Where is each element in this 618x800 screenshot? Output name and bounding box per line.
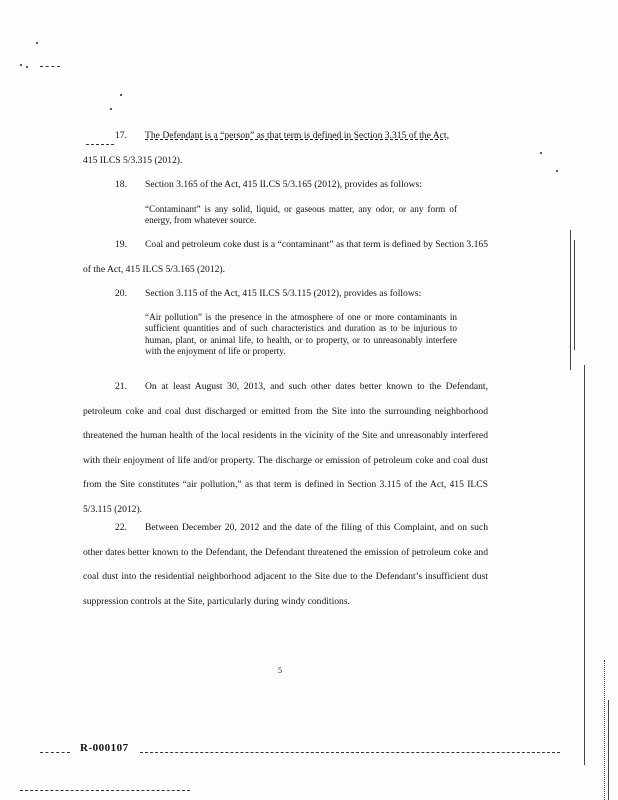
scan-edge-line: [608, 700, 609, 800]
paragraph-text: The Defendant is a “person” as that term is defined in Section 3.315 of the Act,: [145, 130, 449, 141]
quote-contaminant-definition: “Contaminant” is any solid, liquid, or gaseous matter, any odor, or any form of energy, from whatever source.: [145, 204, 457, 226]
paragraph-text: Between December 20, 2012 and the date of the filing of this Complaint, and on such other dates better known to the Defendant, the Defendant threatened the emission of petroleum coke and coal dust into the residential neighborhood adjacent to the Site due to the Defendant’s insufficient dust suppression controls at the Site, particularly during windy conditions.: [83, 522, 488, 607]
paragraph-number: 21.: [115, 381, 127, 392]
scan-edge-line: [584, 365, 585, 765]
quote-air-pollution-definition: “Air pollution” is the presence in the atmosphere of one or more contaminants in sufficient quantities and of such characteristics and duration as to be injurious to human, plant, or animal life, to health, or to property, or to unreasonably interfere with the enjoyment of life or property.: [145, 312, 457, 357]
footer-dash-line: [20, 790, 190, 791]
scan-speck: [540, 152, 542, 154]
footer-dash-line: [140, 752, 560, 753]
scan-speck: [556, 170, 558, 172]
paragraph-text: Section 3.115 of the Act, 415 ILCS 5/3.115 (2012), provides as follows:: [145, 288, 422, 299]
paragraph-text: On at least August 30, 2013, and such other dates better known to the Defendant, petroleum coke and coal dust discharged or emitted from the Site into the surrounding neighborhood threatened the human health of the local residents in the vicinity of the Site and unreasonably interfered with their enjoyment of life and/or property. The discharge or emission of petroleum coke and coal dust from the Site constitutes “air pollution,” as that term is defined in Section 3.115 of the Act, 415 ILCS 5/3.115 (2012).: [83, 381, 488, 515]
paragraph-number: 22.: [115, 522, 127, 533]
paragraph-number: 19.: [115, 239, 127, 250]
paragraph-number: 17.: [115, 130, 127, 141]
paragraph-17: [83, 124, 503, 149]
page-number: 5: [278, 666, 282, 675]
paragraph-number: 20.: [115, 288, 127, 299]
scan-speck: [20, 64, 22, 66]
paragraph-text: Section 3.165 of the Act, 415 ILCS 5/3.165 (2012), provides as follows:: [145, 179, 422, 190]
paragraph-20: [83, 282, 488, 307]
paragraph-19: [83, 233, 488, 282]
scan-speck: [120, 94, 122, 96]
scan-edge-line: [604, 660, 605, 800]
bates-number: R-000107: [80, 742, 129, 754]
paragraph-17-continuation: [83, 149, 488, 174]
paragraph-18: [83, 173, 488, 198]
paragraph-22: [83, 516, 488, 614]
scan-edge-line: [574, 240, 575, 350]
scan-speck: [36, 42, 38, 44]
scan-edge-line: [570, 230, 571, 370]
paragraph-text: 415 ILCS 5/3.315 (2012).: [83, 155, 183, 166]
scan-artifact-line: [40, 66, 60, 67]
paragraph-text: Coal and petroleum coke dust is a “contaminant” as that term is defined by Section 3.165 of the Act, 415 ILCS 5/3.165 (2012).: [83, 239, 488, 275]
scan-speck: [26, 66, 28, 68]
paragraph-21: [83, 375, 488, 522]
scan-speck: [110, 108, 112, 110]
paragraph-number: 18.: [115, 179, 127, 190]
footer-dash-line: [40, 752, 70, 753]
